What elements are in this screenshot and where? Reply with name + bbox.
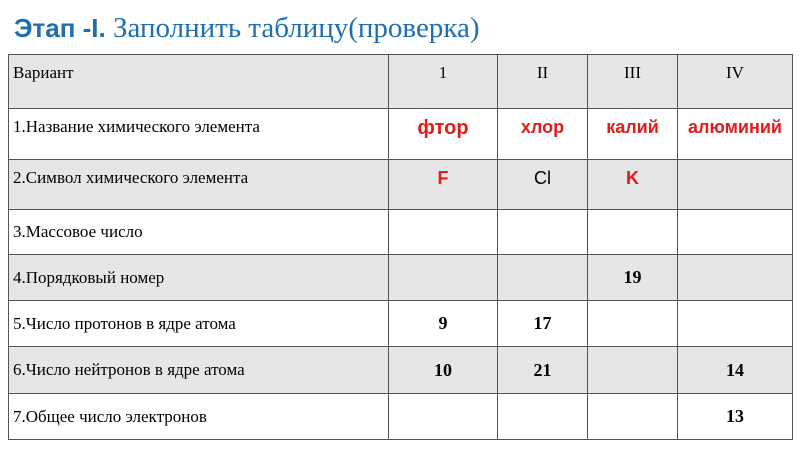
cell-element-symbol: [389, 160, 498, 210]
table-cell: 10: [389, 347, 498, 394]
table-row: [9, 109, 793, 160]
table-cell: [498, 255, 588, 301]
header-variant-2: II: [498, 55, 588, 109]
header-variant-4: IV: [678, 55, 793, 109]
title-text: Заполнить таблицу(проверка): [105, 12, 480, 44]
row-label: 3.Массовое число: [9, 210, 389, 255]
row-label: 2.Символ химического элемента: [9, 160, 389, 210]
row-label: 1.Название химического элемента: [9, 109, 389, 160]
cell-element-name: [588, 109, 678, 160]
table-cell: [588, 210, 678, 255]
table-cell: [588, 301, 678, 347]
table-cell: [389, 255, 498, 301]
table-cell: [498, 394, 588, 440]
table-header-row: [9, 55, 793, 109]
header-label: Вариант: [9, 55, 389, 109]
table-cell: [498, 210, 588, 255]
table-row: [9, 347, 793, 394]
row-label: 6.Число нейтронов в ядре атома: [9, 347, 389, 394]
row-label: 7.Общее число электронов: [9, 394, 389, 440]
table-row: [9, 394, 793, 440]
table-cell: 21: [498, 347, 588, 394]
table-cell: 9: [389, 301, 498, 347]
table-cell: 19: [588, 255, 678, 301]
cell-element-name: [498, 109, 588, 160]
cell-element-symbol: [588, 160, 678, 210]
table-cell: [678, 210, 793, 255]
table-cell: [389, 210, 498, 255]
element-symbol: F: [437, 168, 449, 188]
element-name: фтор: [417, 117, 469, 139]
table-row: [9, 210, 793, 255]
row-label: 4.Порядковый номер: [9, 255, 389, 301]
element-symbol: K: [626, 168, 639, 188]
table-cell: 17: [498, 301, 588, 347]
header-variant-1: 1: [389, 55, 498, 109]
header-variant-3: III: [588, 55, 678, 109]
table-cell: [389, 394, 498, 440]
cell-element-name: [389, 109, 498, 160]
table-cell: [588, 347, 678, 394]
page-title: [14, 12, 480, 45]
table-cell: [678, 301, 793, 347]
element-name: калий: [606, 117, 659, 137]
table-row: [9, 301, 793, 347]
table-row: [9, 255, 793, 301]
table-cell: [588, 394, 678, 440]
cell-element-symbol: [678, 160, 793, 210]
element-name: хлор: [520, 117, 565, 137]
stage-label: Этап -I.: [14, 13, 106, 43]
table-cell: 13: [678, 394, 793, 440]
answer-table: [8, 54, 793, 440]
cell-element-name: [678, 109, 793, 160]
row-label: 5.Число протонов в ядре атома: [9, 301, 389, 347]
element-symbol: Cl: [534, 168, 551, 188]
table-cell: 14: [678, 347, 793, 394]
table-row: [9, 160, 793, 210]
element-name: алюминий: [688, 117, 782, 137]
cell-element-symbol: [498, 160, 588, 210]
table-cell: [678, 255, 793, 301]
